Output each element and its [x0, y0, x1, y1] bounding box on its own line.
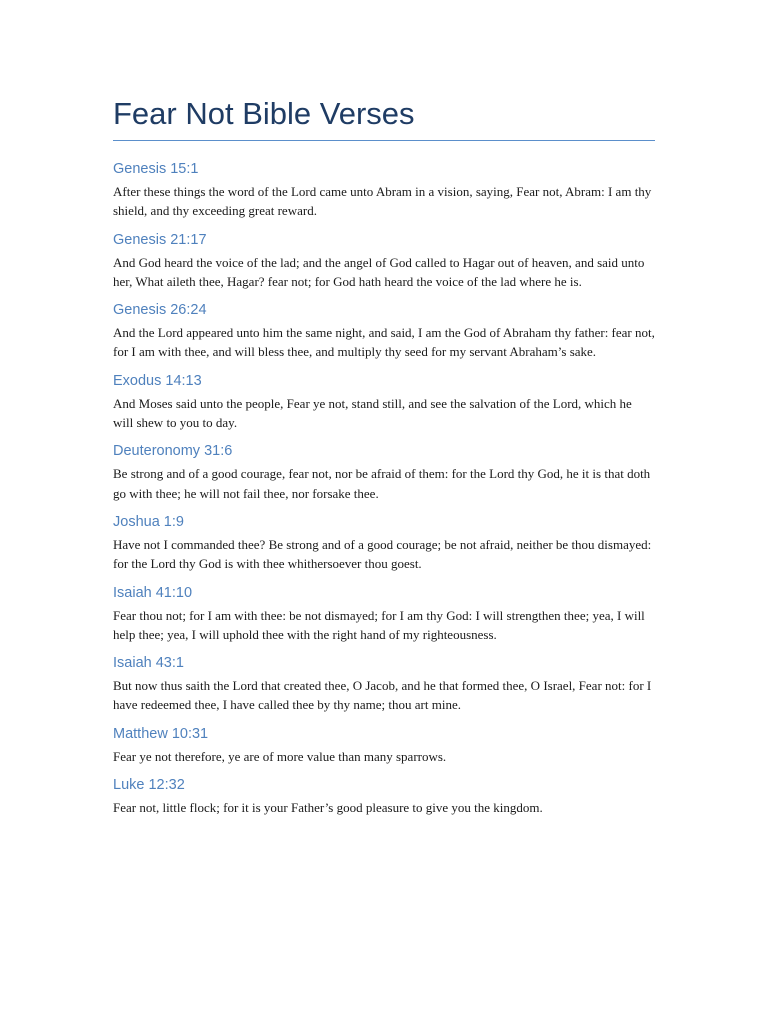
verse-text: And God heard the voice of the lad; and the angel of God called to Hagar out of heaven, and said unto her, What aileth thee, Hagar? fear not; for God hath heard the voice of the lad where he is.: [113, 254, 645, 289]
verse-reference: Genesis 26:24: [113, 302, 207, 319]
document-page: [113, 94, 655, 826]
verse-reference: Isaiah 41:10: [113, 584, 193, 601]
verse-item: [113, 441, 655, 503]
verse-text: But now thus saith the Lord that created thee, O Jacob, and he that formed thee, O Israel, Fear not: for I have redeemed thee, I have called thee by thy name; thou art mine.: [113, 678, 652, 713]
verse-item: [113, 371, 655, 433]
verse-reference: Matthew 10:31: [113, 725, 209, 742]
verse-item: [113, 230, 655, 292]
verse-text: Fear not, little flock; for it is your Father’s good pleasure to give you the kingdom.: [113, 800, 543, 816]
verse-text: Fear thou not; for I am with thee: be not dismayed; for I am thy God: I will strengthen thee; yea, I will help thee; yea, I will uphold thee with the right hand of my righteousness.: [113, 607, 645, 642]
verse-text: And the Lord appeared unto him the same night, and said, I am the God of Abraham thy father: fear not, for I am with thee, and will bless thee, and multiply thy seed for my servant Abraham’s sake.: [113, 325, 655, 360]
verse-item: [113, 653, 655, 715]
verse-item: [113, 583, 655, 645]
verse-list: [113, 159, 655, 817]
verse-reference: Exodus 14:13: [113, 372, 202, 389]
verse-text: Fear ye not therefore, ye are of more value than many sparrows.: [113, 748, 447, 764]
verse-reference: Genesis 15:1: [113, 161, 199, 177]
verse-text: Be strong and of a good courage, fear not, nor be afraid of them: for the Lord thy God, he it is that doth go with thee; he will not fail thee, nor forsake thee.: [113, 466, 651, 501]
verse-text: And Moses said unto the people, Fear ye not, stand still, and see the salvation of the Lord, which he will shew to you to day.: [113, 395, 632, 431]
verse-reference: Luke 12:32: [113, 777, 185, 794]
verse-item: [113, 724, 655, 766]
verse-text: Have not I commanded thee? Be strong and of a good courage; be not afraid, neither be thou dismayed: for the Lord thy God is with thee whithersoever thou goest.: [113, 536, 652, 572]
verse-item: [113, 159, 655, 221]
verse-text: After these things the word of the Lord came unto Abram in a vision, saying, Fear not, Abram: I am thy shield, and thy exceeding great reward.: [113, 184, 652, 219]
verse-item: [113, 775, 655, 817]
verse-reference: Deuteronomy 31:6: [113, 443, 233, 460]
verse-item: [113, 300, 655, 362]
verse-reference: Isaiah 43:1: [113, 655, 184, 672]
document-title: Fear Not Bible Verses: [113, 94, 655, 141]
verse-item: [113, 512, 655, 574]
verse-reference: Joshua 1:9: [113, 513, 184, 530]
verse-reference: Genesis 21:17: [113, 231, 207, 248]
